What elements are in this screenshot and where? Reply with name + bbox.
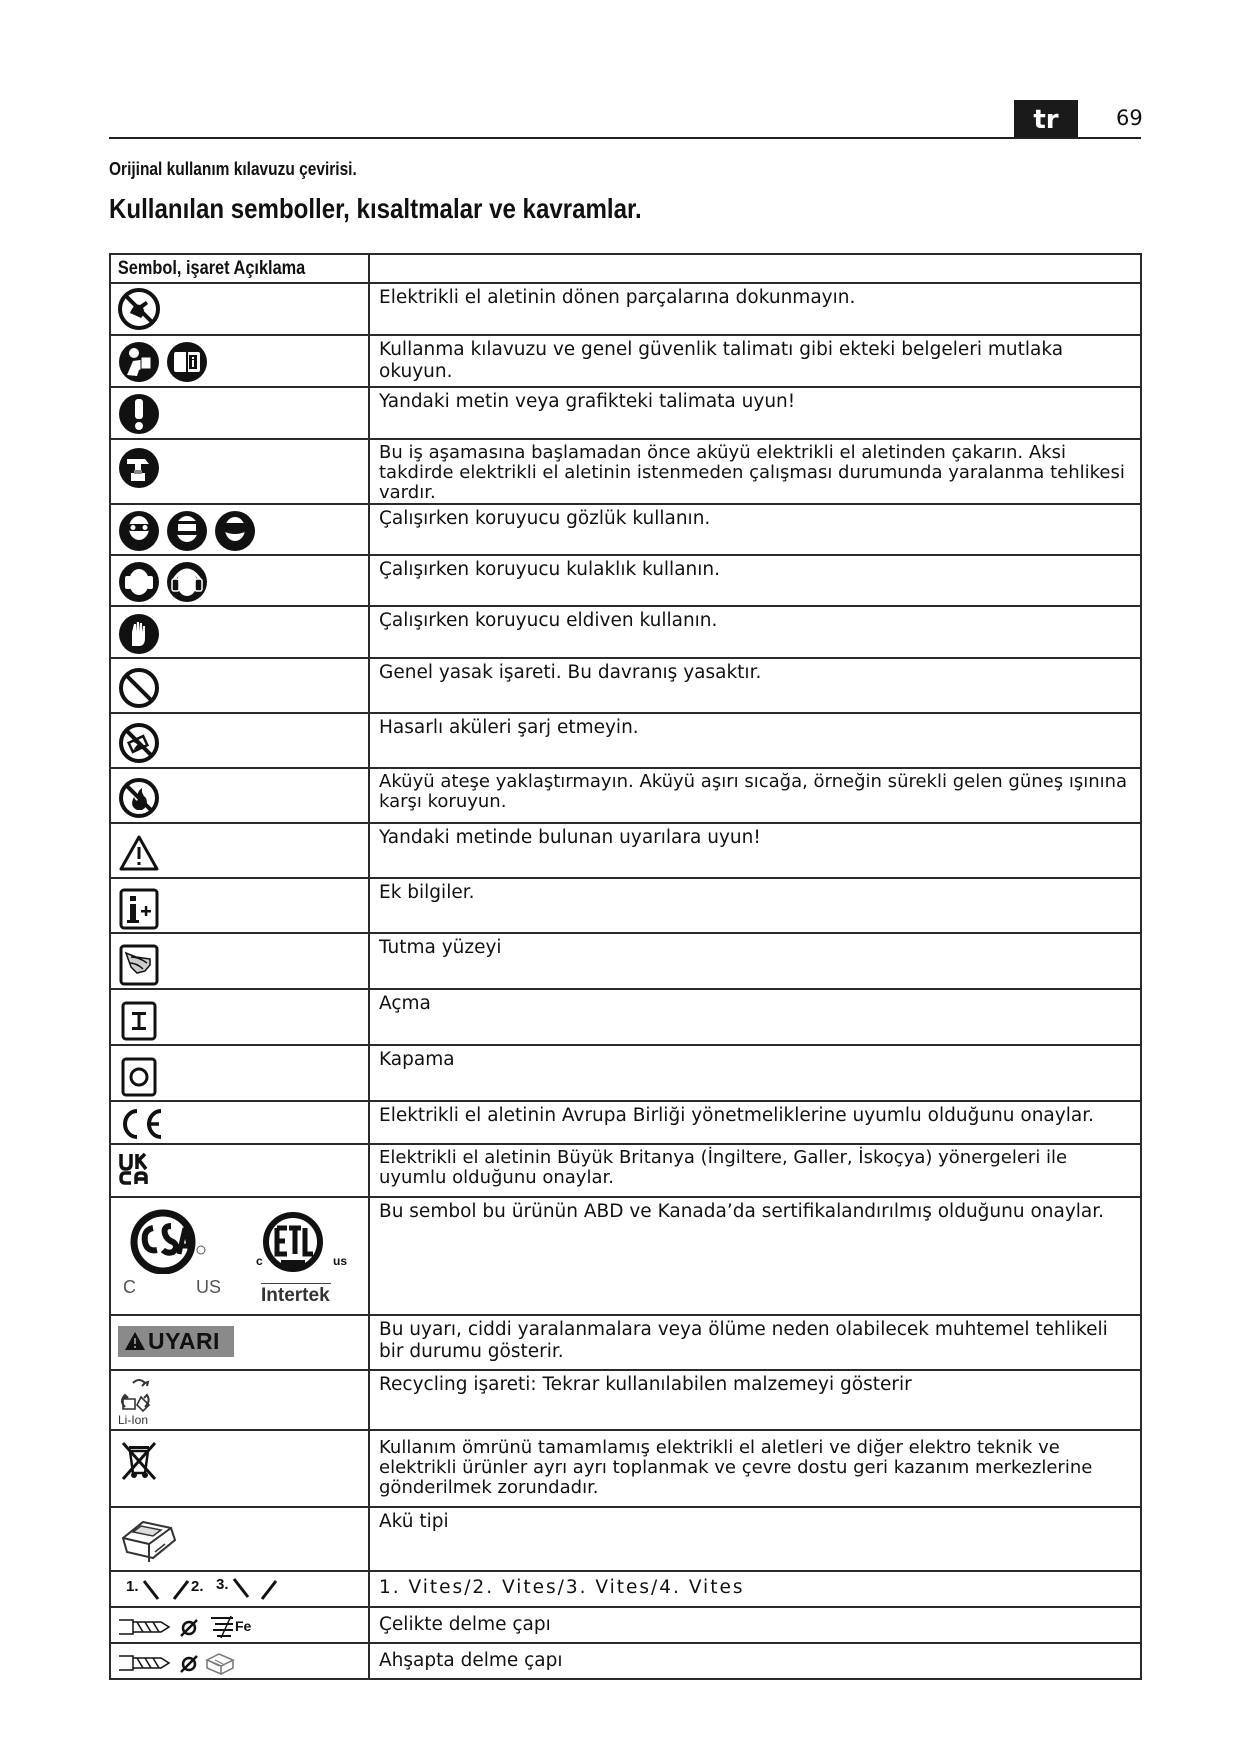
description-cell: Kullanım ömrünü tamamlamış elektrikli el aletleri ve diğer elektro teknik ve elektrikli ürünler ayrı ayrı toplanmak ve çevre dostu geri kazanım merkezlerine gönderilmek zorundadır.	[369, 1430, 1141, 1507]
description-cell: Bu sembol bu ürünün ABD ve Kanada’da sertifikalandırılmış olduğunu onaylar.	[369, 1197, 1141, 1315]
description-cell: Hasarlı aküleri şarj etmeyin.	[369, 713, 1141, 768]
remove-battery-icon	[117, 443, 161, 489]
etl-logo-icon	[259, 1210, 329, 1276]
description-cell: Recycling işareti: Tekrar kullanılabilen malzemeyi gösterir	[369, 1370, 1141, 1430]
document-subtitle: Orijinal kullanım kılavuzu çevirisi.	[109, 159, 357, 179]
power-on-icon	[117, 993, 161, 1043]
table-header-row	[110, 254, 1141, 283]
description-cell: Tutma yüzeyi	[369, 933, 1141, 989]
warning-label-icon	[118, 1326, 234, 1357]
symbol-cell	[110, 1101, 369, 1144]
csa-logo-icon	[129, 1208, 209, 1274]
symbol-cell	[110, 768, 369, 823]
table-row	[110, 1197, 1141, 1315]
gear-speeds-icon	[111, 1572, 368, 1608]
symbol-cell	[110, 1315, 369, 1370]
battery-type-icon	[119, 1512, 179, 1568]
description-cell: Açma	[369, 989, 1141, 1045]
drill-steel-icon	[111, 1608, 368, 1644]
recycling-li-ion-icon	[119, 1377, 159, 1415]
description-cell: Elektrikli el aletinin dönen parçalarına dokunmayın.	[369, 283, 1141, 335]
symbol-cell	[110, 439, 369, 504]
table-row	[110, 335, 1141, 387]
warning-word: UYARI	[148, 1328, 220, 1354]
ce-mark-icon	[117, 1105, 167, 1143]
symbol-cell	[110, 1197, 369, 1315]
language-tab: tr	[1014, 100, 1078, 138]
symbol-cell	[110, 989, 369, 1045]
description-cell: Genel yasak işareti. Bu davranış yasaktır.	[369, 658, 1141, 713]
header-rule	[109, 137, 1141, 139]
table-header-blank	[369, 254, 1141, 283]
li-ion-label: Li-Ion	[118, 1413, 149, 1427]
table-row	[110, 1315, 1141, 1370]
table-row	[110, 1643, 1141, 1679]
no-fire-icon	[117, 772, 161, 820]
warning-small-triangle-icon	[124, 1331, 146, 1351]
description-cell: Bu uyarı, ciddi yaralanmalara veya ölüme neden olabilecek muhtemel tehlikeli bir durumu gösterir.	[369, 1315, 1141, 1370]
weee-bin-icon	[119, 1437, 159, 1483]
gloves-icon	[117, 610, 161, 656]
table-row	[110, 1144, 1141, 1197]
ear-protection-icon	[117, 559, 211, 605]
section-title: Kullanılan semboller, kısaltmalar ve kavramlar.	[109, 193, 642, 224]
description-cell: Elektrikli el aletinin Avrupa Birliği yönetmeliklerine uyumlu olduğunu onaylar.	[369, 1101, 1141, 1144]
table-row	[110, 439, 1141, 504]
symbols-table	[109, 253, 1142, 1680]
symbol-cell	[110, 1144, 369, 1197]
symbol-cell	[110, 1507, 369, 1571]
fe-label: Fe	[235, 1618, 252, 1634]
intertek-label: Intertek	[261, 1285, 330, 1306]
description-cell: Çalışırken koruyucu kulaklık kullanın.	[369, 555, 1141, 606]
symbol-cell	[110, 1571, 369, 1607]
symbol-cell	[110, 555, 369, 606]
symbol-cell	[110, 933, 369, 989]
table-row	[110, 658, 1141, 713]
table-header-cell	[110, 254, 369, 283]
description-cell: Çalışırken koruyucu gözlük kullanın.	[369, 504, 1141, 555]
symbol-cell	[110, 606, 369, 658]
description-cell: Çelikte delme çapı	[369, 1607, 1141, 1643]
gear-3-label: 3.	[216, 1576, 229, 1593]
table-row	[110, 283, 1141, 335]
description-cell: Yandaki metinde bulunan uyarılara uyun!	[369, 823, 1141, 878]
table-row	[110, 1430, 1141, 1507]
description-cell: 1. Vites/2. Vites/3. Vites/4. Vites	[369, 1571, 1141, 1607]
symbol-cell	[110, 878, 369, 933]
csa-c-label: C	[123, 1277, 136, 1297]
description-cell: Yandaki metin veya grafikteki talimata uyun!	[369, 387, 1141, 439]
symbol-cell	[110, 658, 369, 713]
do-not-touch-rotating-icon	[117, 287, 161, 331]
description-cell: Kullanma kılavuzu ve genel güvenlik talimatı gibi ekteki belgeleri mutlaka okuyun.	[369, 335, 1141, 387]
description-cell: Bu iş aşamasına başlamadan önce aküyü elektrikli el aletinden çakarın. Aksi takdirde elektrikli el aletinin istenmeden çalışması durumunda yaralanma tehlikesi vardır.	[369, 439, 1141, 504]
table-row	[110, 1607, 1141, 1643]
table-row	[110, 713, 1141, 768]
description-cell: Ahşapta delme çapı	[369, 1643, 1141, 1679]
description-cell: Ek bilgiler.	[369, 878, 1141, 933]
power-off-icon	[117, 1049, 161, 1099]
symbol-cell	[110, 823, 369, 878]
table-row	[110, 606, 1141, 658]
csa-etl-mark-icon	[111, 1198, 368, 1316]
table-row	[110, 823, 1141, 878]
page-number: 69	[1116, 106, 1143, 130]
etl-us-label: us	[333, 1254, 348, 1268]
table-row	[110, 387, 1141, 439]
symbol-cell	[110, 387, 369, 439]
symbol-cell	[110, 504, 369, 555]
description-cell: Elektrikli el aletinin Büyük Britanya (İngiltere, Galler, İskoçya) yönergeleri ile uyumlu olduğunu onaylar.	[369, 1144, 1141, 1197]
table-row	[110, 768, 1141, 823]
table-row	[110, 1101, 1141, 1144]
description-cell: Kapama	[369, 1045, 1141, 1101]
table-row	[110, 1571, 1141, 1607]
safety-goggles-icon	[117, 508, 257, 554]
etl-c-label: c	[256, 1254, 263, 1268]
table-row	[110, 1507, 1141, 1571]
ukca-mark-icon	[117, 1148, 157, 1192]
description-cell: Çalışırken koruyucu eldiven kullanın.	[369, 606, 1141, 658]
info-icon	[117, 882, 161, 932]
table-header: Sembol, işaret Açıklama	[117, 258, 306, 279]
symbol-cell	[110, 1607, 369, 1643]
symbol-cell	[110, 283, 369, 335]
symbol-cell	[110, 1430, 369, 1507]
symbol-cell	[110, 713, 369, 768]
table-row	[110, 989, 1141, 1045]
description-cell: Akü tipi	[369, 1507, 1141, 1571]
description-cell: Aküyü ateşe yaklaştırmayın. Aküyü aşırı sıcağa, örneğin sürekli gelen güneş ışınına karşı koruyun.	[369, 768, 1141, 823]
grip-surface-icon	[117, 937, 161, 987]
symbol-cell	[110, 335, 369, 387]
read-manual-icon	[117, 339, 213, 385]
prohibition-icon	[117, 662, 161, 710]
table-row	[110, 504, 1141, 555]
drill-wood-icon	[117, 1650, 267, 1676]
symbol-cell	[110, 1643, 369, 1679]
gear-2-label: 2.	[191, 1578, 204, 1595]
symbol-cell	[110, 1370, 369, 1430]
csa-us-label: US	[196, 1277, 222, 1297]
warning-triangle-icon	[117, 827, 161, 875]
table-row	[110, 1045, 1141, 1101]
table-row	[110, 933, 1141, 989]
no-charge-damaged-icon	[117, 717, 161, 765]
table-row	[110, 555, 1141, 606]
table-row	[110, 1370, 1141, 1430]
gear-1-label: 1.	[126, 1578, 139, 1595]
exclamation-icon	[117, 391, 161, 437]
symbol-cell	[110, 1045, 369, 1101]
table-row	[110, 878, 1141, 933]
